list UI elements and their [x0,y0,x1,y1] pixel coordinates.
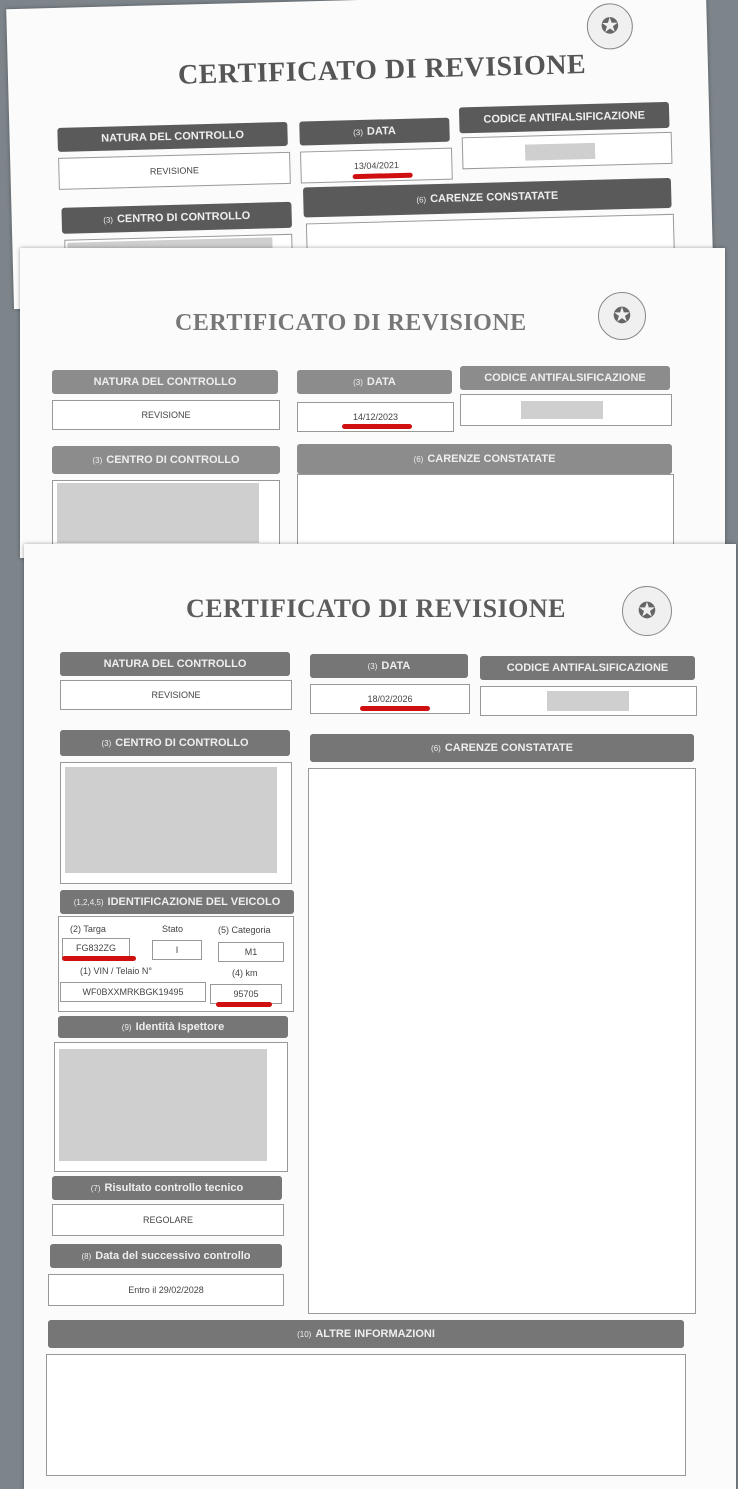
sheet3-data-header: (3) DATA [310,654,468,678]
sheet1-title: CERTIFICATO DI REVISIONE [177,49,587,91]
certificate-sheet-2026 [24,544,736,1489]
km-value: 95705 [210,984,282,1004]
certificate-sheet-2023 [20,248,725,558]
vin-value: WF0BXXMRKBGK19495 [60,982,206,1002]
sheet2-codice-redaction [521,401,603,419]
vin-label: (1) VIN / Telaio N° [80,966,152,976]
inspector-redaction [59,1049,267,1161]
categoria-value: M1 [218,942,284,962]
sheet2-codice-header: CODICE ANTIFALSIFICAZIONE [460,366,670,390]
stato-label: Stato [162,924,184,934]
result-value: REGOLARE [52,1204,284,1236]
sheet2-data-header: (3) DATA [297,370,452,394]
sheet2-centro-header: (3) CENTRO DI CONTROLLO [52,446,280,474]
stato-value: I [152,940,202,960]
sheet2-date-value: 14/12/2023 [297,402,454,432]
sheet1-centro-header: (3) CENTRO DI CONTROLLO [61,202,292,234]
republic-emblem-icon: ✪ [622,586,672,636]
sheet3-centro-redaction [65,767,277,873]
sheet1-codice-value [462,132,673,169]
sheet1-codice-redaction [525,143,595,161]
sheet1-codice-header: CODICE ANTIFALSIFICAZIONE [459,102,670,133]
sheet3-codice-header: CODICE ANTIFALSIFICAZIONE [480,656,695,680]
sheet3-natura-header: NATURA DEL CONTROLLO [60,652,290,676]
categoria-label: (5) Categoria [218,925,271,935]
sheet3-carenze-value [308,768,696,1314]
republic-emblem-icon: ✪ [586,3,633,50]
sheet2-date-underline [342,424,412,429]
sheet3-codice-value [480,686,697,716]
republic-emblem-icon: ✪ [598,292,646,340]
other-info-header: (10) ALTRE INFORMAZIONI [48,1320,684,1348]
vehicle-id-header: (1,2,4,5) IDENTIFICAZIONE DEL VEICOLO [60,890,294,914]
targa-value: FG832ZG [62,938,130,958]
sheet1-data-header: (3) DATA [299,118,450,146]
sheet3-title: CERTIFICATO DI REVISIONE [186,594,566,623]
sheet3-date-underline [360,706,430,711]
sheet1-natura-value: REVISIONE [58,152,291,190]
sheet1-date-value: 13/04/2021 [300,148,453,184]
sheet2-natura-header: NATURA DEL CONTROLLO [52,370,278,394]
next-check-header: (8) Data del successivo controllo [50,1244,282,1268]
sheet3-carenze-header: (6) CARENZE CONSTATATE [310,734,694,762]
sheet2-carenze-header: (6) CARENZE CONSTATATE [297,444,672,474]
sheet3-centro-value [60,762,292,884]
km-underline [216,1002,272,1007]
sheet2-centro-value [52,480,280,552]
sheet2-centro-redaction [57,483,259,543]
other-info-value [46,1354,686,1476]
inspector-value [54,1042,288,1172]
next-check-value: Entro il 29/02/2028 [48,1274,284,1306]
sheet3-codice-redaction [547,691,629,711]
targa-underline [62,956,136,961]
sheet3-centro-header: (3) CENTRO DI CONTROLLO [60,730,290,756]
sheet3-natura-value: REVISIONE [60,680,292,710]
sheet1-natura-header: NATURA DEL CONTROLLO [57,122,288,152]
result-header: (7) Risultato controllo tecnico [52,1176,282,1200]
sheet2-codice-value [460,394,672,426]
sheet2-carenze-value [297,474,674,554]
sheet2-title: CERTIFICATO DI REVISIONE [175,310,527,336]
inspector-header: (9) Identità Ispettore [58,1016,288,1038]
km-label: (4) km [232,968,258,978]
sheet1-carenze-header: (6) CARENZE CONSTATATE [303,178,672,218]
sheet3-date-value: 18/02/2026 [310,684,470,714]
targa-label: (2) Targa [70,924,106,934]
sheet2-natura-value: REVISIONE [52,400,280,430]
